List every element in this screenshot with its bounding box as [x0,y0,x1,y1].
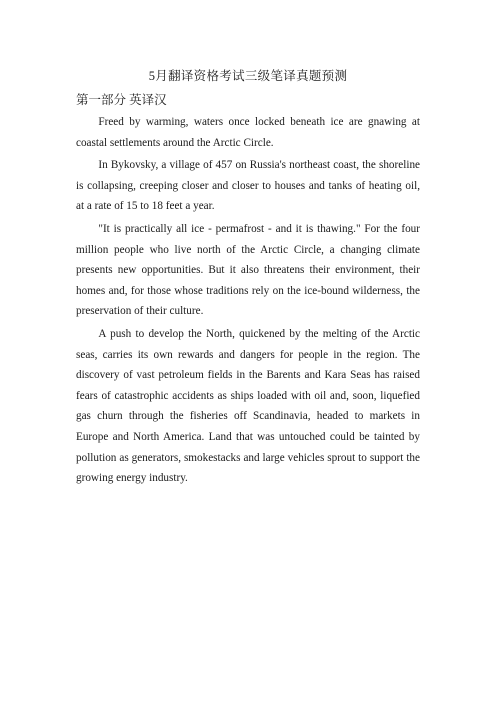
paragraph-1: Freed by warming, waters once locked beneath ice are gnawing at coastal settlements around the Arctic Circle. [76,116,420,149]
document-title: 5月翻译资格考试三级笔译真题预测 [148,69,348,83]
paragraph-2: In Bykovsky, a village of 457 on Russia's northeast coast, the shoreline is collapsing, creeping closer and closer to houses and tanks of heating oil, at a rate of 15 to 18 feet a year. [76,159,420,213]
paragraph-4: A push to develop the North, quickened by the melting of the Arctic seas, carries its own rewards and dangers for people in the region. The discovery of vast petroleum fields in the Barents and Kara Seas has raised fears of catastrophic accidents as ships loaded with oil and, soon, liquefied gas churn through the fisheries off Scandinavia, headed to markets in Europe and North America. Land that was untouched could be tainted by pollution as generators, smokestacks and large vehicles sprout to support the growing energy industry. [76,327,420,485]
paragraph-3: "It is practically all ice - permafrost - and it is thawing." For the four million people who live north of the Arctic Circle, a changing climate presents new opportunities. But it also threatens their environment, their homes and, for those whose traditions rely on the ice-bound wilderness, the preservation of their culture. [76,222,420,318]
section-heading: 第一部分 英译汉 [76,93,167,107]
